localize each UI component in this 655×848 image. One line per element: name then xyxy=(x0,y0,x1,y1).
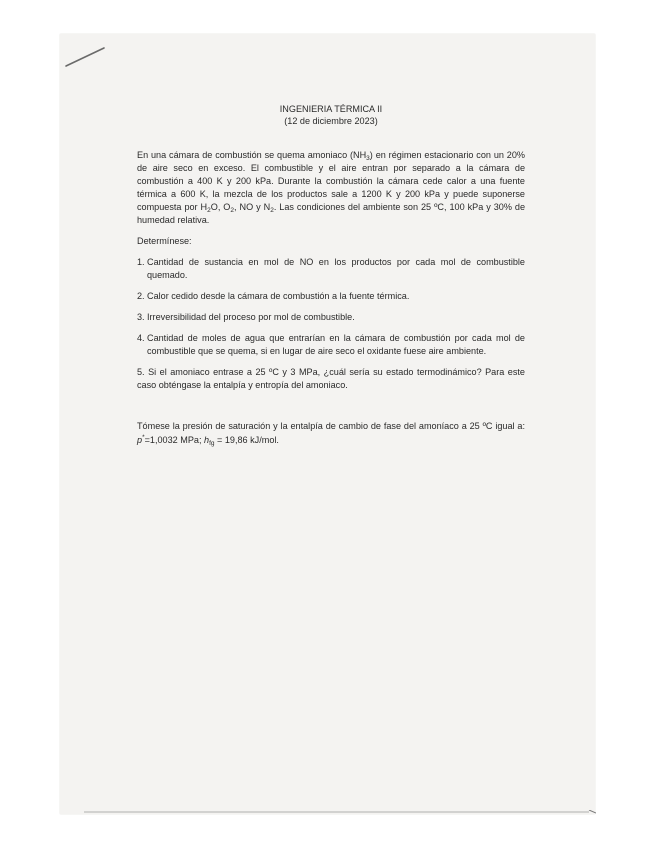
problem-statement xyxy=(137,149,525,228)
question-text: Si el amoniaco entrase a 25 ºC y 3 MPa, ¿cuál sería su estado termodinámico? Para este caso obténgase la entalpía y entropía del amoniaco. xyxy=(137,367,525,391)
question-5 xyxy=(137,366,525,392)
question-number: 2. xyxy=(137,290,145,301)
exam-date: (12 de diciembre 2023) xyxy=(284,115,378,126)
question-text: Calor cedido desde la cámara de combustión a la fuente térmica. xyxy=(147,290,410,301)
hfg-subscript: fg xyxy=(209,439,215,447)
intro-text-2: ) en régimen estacionario con un 20% de aire seco en exceso. El combustible y el aire entran por separado a la cámara de combustión a 400 K y 200 kPa. Durante la combustión la cámara cede calor a una fuente térmica a 600 K, la mezcla de los productos sale a 1200 K y 200 kPa y puede suponerse compuesta por H xyxy=(137,150,526,213)
question-4 xyxy=(137,332,525,358)
question-number: 4. xyxy=(137,333,145,344)
question-1 xyxy=(137,256,525,282)
note-text-1: Tómese la presión de saturación y la entalpía de cambio de fase del amoníaco a 25 ºC igual a: xyxy=(137,421,525,432)
o2-subscript: 2 xyxy=(230,207,235,215)
pen-stroke-mark xyxy=(64,46,106,68)
sheet-bottom-edge xyxy=(84,810,596,814)
intro-text-4: , NO y N xyxy=(234,202,271,213)
question-3 xyxy=(137,311,525,324)
intro-text-3: O, O xyxy=(210,202,231,213)
intro-text-1: En una cámara de combustión se quema amoniaco (NH xyxy=(137,150,367,160)
question-number: 1. xyxy=(137,256,145,267)
exam-content xyxy=(137,104,525,447)
determinese-label: Determínese: xyxy=(137,235,192,246)
n2-subscript: 2 xyxy=(270,207,274,215)
question-number: 5. xyxy=(137,367,145,378)
nh3-subscript: 3 xyxy=(366,155,370,162)
note-text-3: = 19,86 kJ/mol. xyxy=(214,434,279,445)
question-text: Cantidad de sustancia en mol de NO en los productos por cada mol de combustible quemado. xyxy=(147,256,525,280)
question-2 xyxy=(137,290,525,303)
intro-text-5: . Las condiciones del ambiente son 25 ºC, 100 kPa y 30% de humedad relativa. xyxy=(137,202,525,226)
question-text: Irreversibilidad del proceso por mol de combustible. xyxy=(147,311,355,322)
note-text-2: =1,0032 MPa; xyxy=(144,434,204,445)
data-note xyxy=(137,420,525,446)
h2o-subscript: 2 xyxy=(207,207,211,215)
exam-title: INGENIERIA TÉRMICA II xyxy=(279,104,383,114)
exam-header xyxy=(137,104,525,127)
p-variable: p xyxy=(137,434,143,445)
question-number: 3. xyxy=(137,311,145,322)
p-superscript: * xyxy=(142,433,145,441)
h-variable: h xyxy=(204,434,210,445)
question-text: Cantidad de moles de agua que entrarían en la cámara de combustión por cada mol de combustible que se quema, si en lugar de aire seco el oxidante fuese aire ambiente. xyxy=(147,333,525,357)
